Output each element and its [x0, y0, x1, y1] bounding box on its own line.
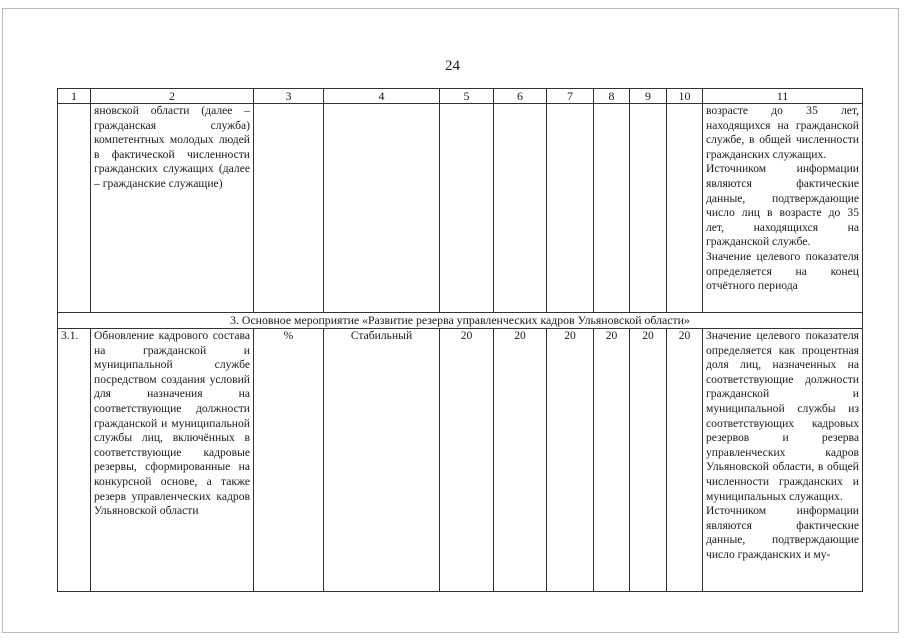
column-header: 5	[440, 89, 494, 104]
indicator-description-cell: яновской области (далее – гражданская служба) компетентных молодых людей в фактической численности гражданских служащих (далее – гражданские служащие)	[91, 104, 254, 313]
table-cell	[594, 104, 630, 313]
table-cell	[667, 104, 703, 313]
column-header: 1	[58, 89, 91, 104]
value-cell: 20	[440, 329, 494, 592]
row-number: 3.1.	[58, 329, 91, 592]
table-cell	[440, 104, 494, 313]
value-cell: 20	[494, 329, 547, 592]
table-cell	[630, 104, 667, 313]
column-header: 6	[494, 89, 547, 104]
indicators-table	[57, 88, 863, 592]
value-cell: 20	[630, 329, 667, 592]
value-cell: 20	[594, 329, 630, 592]
column-header: 10	[667, 89, 703, 104]
column-header: 3	[254, 89, 324, 104]
dynamics-type-cell: Стабильный	[324, 329, 440, 592]
method-paragraph: Источником информации являются фактические данные, подтверждающие число лиц в возрасте до 35 лет, находящихся на гражданской службе.	[706, 162, 859, 249]
column-header: 2	[91, 89, 254, 104]
column-header: 8	[594, 89, 630, 104]
table-cell	[547, 104, 594, 313]
unit-cell: %	[254, 329, 324, 592]
column-header: 4	[324, 89, 440, 104]
value-cell: 20	[547, 329, 594, 592]
table-cell	[324, 104, 440, 313]
value-cell: 20	[667, 329, 703, 592]
table-row-continued	[58, 104, 863, 313]
method-paragraph: Источником информации являются фактические данные, подтверждающие число гражданских и му-	[706, 504, 859, 561]
table-cell	[494, 104, 547, 313]
column-header: 9	[630, 89, 667, 104]
table-row-3-1	[58, 329, 863, 592]
indicator-description-cell: Обновление кадрового состава на гражданской и муниципальной службе посредством создания условий для назначения на соответствующие должности гражданской и муниципальной службы лиц, включённых в соответствующие кадровые резервы, сформированные на конкурсной основе, а также резерв управленческих кадров Ульяновской области	[91, 329, 254, 592]
column-header: 11	[703, 89, 863, 104]
method-paragraph: Значение целевого показателя определяется как процентная доля лиц, назначенных на соответствующие должности гражданской и муниципальной службы из соответствующих кадровых резервов и резерва управленческих кадров Ульяновской области, в общей численности гражданских и муниципальных служащих.	[706, 329, 859, 503]
method-paragraph: возрасте до 35 лет, находящихся на гражданской службе, в общей численности гражданских служащих.	[706, 104, 859, 161]
calculation-method-cell	[703, 104, 863, 313]
table-header-row	[58, 89, 863, 104]
section-title: 3. Основное мероприятие «Развитие резерва управленческих кадров Ульяновской области»	[58, 313, 863, 329]
column-header: 7	[547, 89, 594, 104]
section-heading-row	[58, 313, 863, 329]
method-paragraph: Значение целевого показателя определяется на конец отчётного периода	[706, 249, 859, 293]
table-cell	[254, 104, 324, 313]
calculation-method-cell	[703, 329, 863, 592]
page-number: 24	[445, 58, 460, 74]
table-cell	[58, 104, 91, 313]
